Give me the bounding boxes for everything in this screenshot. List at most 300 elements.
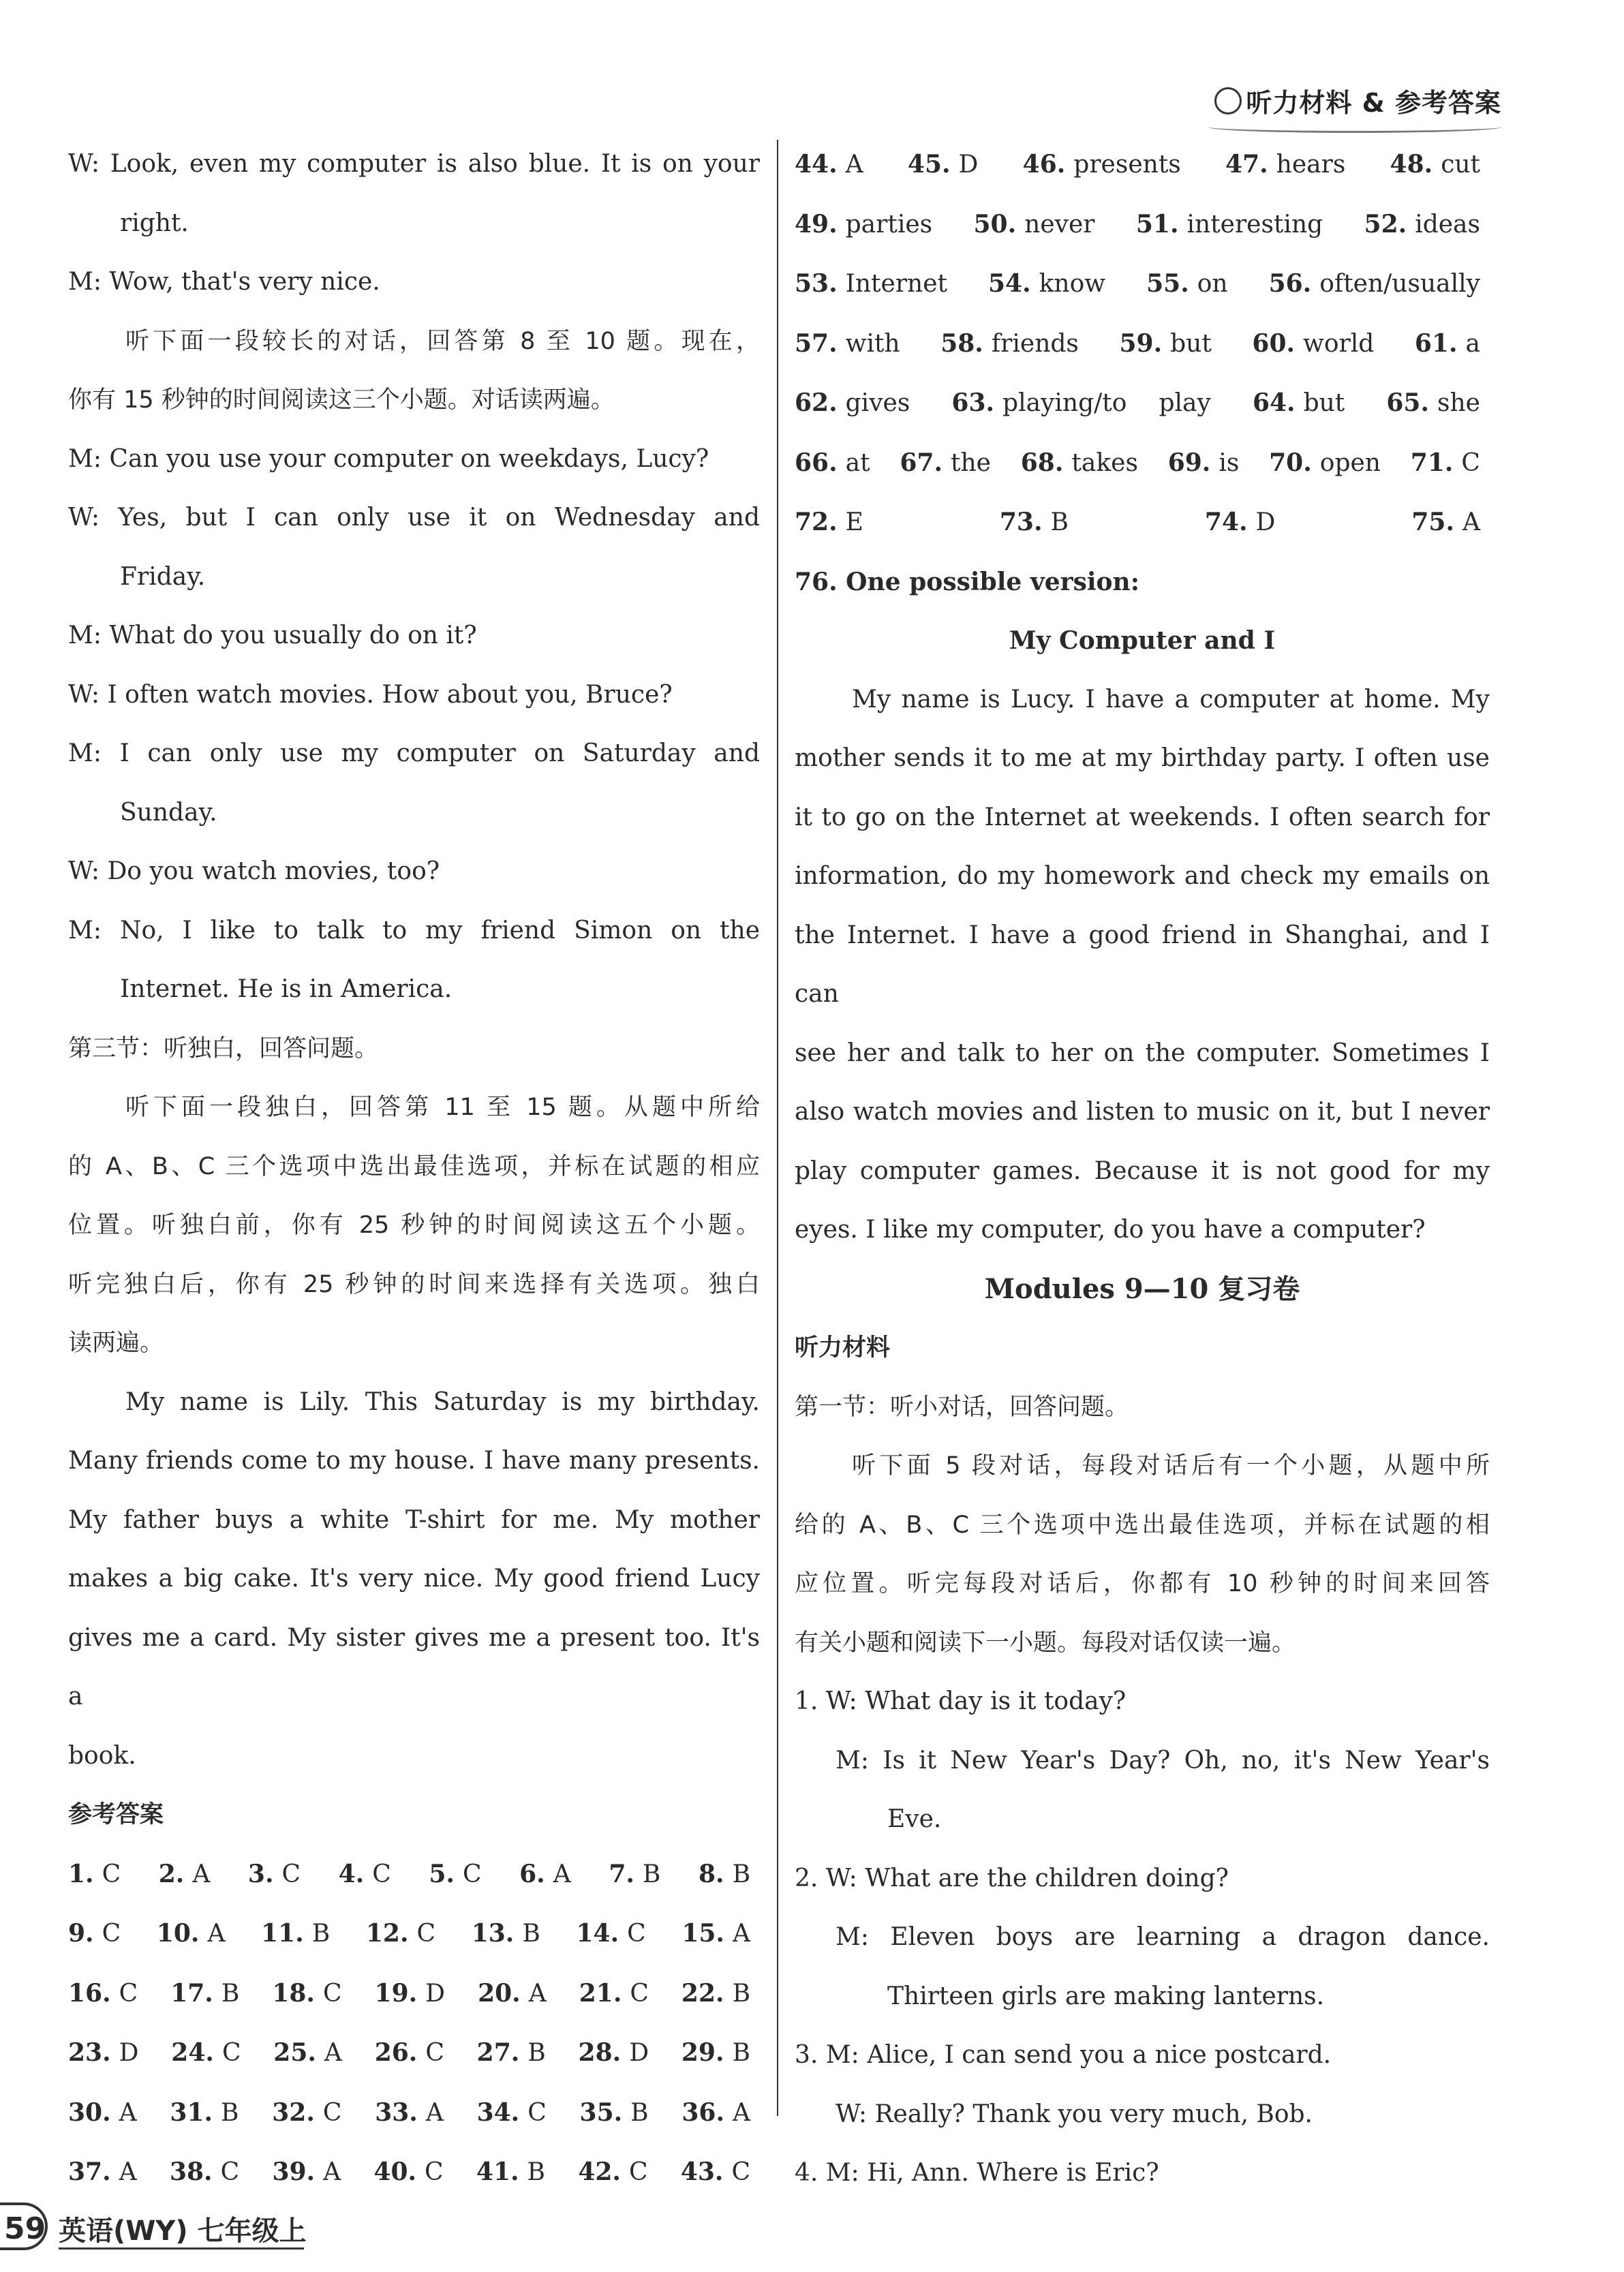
answer-value: C <box>527 2098 547 2127</box>
answer-value: C <box>221 2039 241 2067</box>
answer-value: C <box>1461 448 1480 477</box>
answer-number: 48. <box>1390 150 1433 179</box>
answer-value: open <box>1319 448 1381 477</box>
answer-number: 15. <box>681 1919 724 1948</box>
answer-number: 13. <box>471 1919 515 1948</box>
answer-number: 44. <box>795 150 838 179</box>
answer-item <box>576 1920 645 1948</box>
answer-number: 6. <box>519 1859 545 1888</box>
answer-item <box>1269 270 1480 298</box>
answer-value: on <box>1197 270 1228 298</box>
answer-item <box>478 1980 547 2008</box>
answer-value: A <box>845 151 863 179</box>
essay-title: My Computer and I <box>1009 626 1276 655</box>
answer-number: 63. <box>951 388 995 417</box>
answer-item <box>795 211 932 239</box>
answer-value: A <box>324 2039 342 2067</box>
essay-line: mother sends it to me at my birthday party. I often use <box>795 744 1490 772</box>
answer-value: a <box>1465 329 1480 358</box>
header-title: 听力材料 & 参考答案 <box>1246 88 1501 118</box>
answer-item <box>681 1980 750 2008</box>
answer-value: A <box>323 2158 341 2186</box>
answer-value: A <box>528 1979 547 2008</box>
dialogue-line: M: Is it New Year's Day? Oh, no, it's New Year's <box>836 1746 1490 1775</box>
answer-value: B <box>1050 508 1069 536</box>
dialogue-line: 2. W: What are the children doing? <box>795 1864 1229 1892</box>
answer-number: 73. <box>999 508 1043 536</box>
answer-number: 9. <box>68 1919 94 1948</box>
answer-number: 72. <box>795 508 838 536</box>
answer-number: 22. <box>681 1978 724 2008</box>
answer-number: 56. <box>1268 269 1312 298</box>
answer-item <box>68 1980 138 2008</box>
answer-number: 60. <box>1252 328 1296 358</box>
dialogue-line: W: Yes, but I can only use it on Wednesday and <box>68 504 760 532</box>
answer-number: 7. <box>609 1859 634 1888</box>
answer-value: D <box>958 151 979 179</box>
answer-item <box>261 1920 330 1948</box>
answer-value: E <box>845 508 863 536</box>
answer-item <box>68 2158 137 2186</box>
answer-number: 35. <box>579 2098 623 2127</box>
answer-value: C <box>630 1979 649 2008</box>
answer-number: 23. <box>68 2038 111 2067</box>
answer-item <box>795 389 910 417</box>
instruction-line: 的 A、B、C 三个选项中选出最佳选项，并标在试题的相应 <box>68 1152 760 1180</box>
answer-value: the <box>951 448 991 477</box>
answer-value: Internet <box>845 270 947 298</box>
answer-item <box>273 2039 342 2067</box>
answer-item <box>795 151 863 179</box>
dialogue-line: 4. M: Hi, Ann. Where is Eric? <box>795 2159 1159 2187</box>
answer-item <box>681 1920 750 1948</box>
answer-number: 34. <box>476 2098 520 2127</box>
answer-item <box>366 1920 435 1948</box>
answer-item <box>157 1920 226 1948</box>
answer-number: 21. <box>579 1978 622 2008</box>
answer-number: 3. <box>247 1859 274 1888</box>
dialogue-line: M: Eleven boys are learning a dragon dance. <box>836 1923 1490 1951</box>
answer-item <box>579 1980 649 2008</box>
answer-row <box>795 373 1490 433</box>
answer-item <box>159 1860 211 1888</box>
answer-value: C <box>372 1860 391 1888</box>
answer-row <box>68 1904 760 1964</box>
answer-value: A <box>733 2098 751 2127</box>
answer-item <box>476 2158 545 2186</box>
answer-value: often/usually <box>1319 270 1480 298</box>
answer-number: 36. <box>681 2098 725 2127</box>
answer-number: 68. <box>1020 448 1064 477</box>
instruction-line: 给的 A、B、C 三个选项中选出最佳选项，并标在试题的相 <box>795 1511 1490 1539</box>
answer-value: C <box>462 1860 482 1888</box>
answer-number: 30. <box>68 2098 111 2127</box>
answer-item <box>1136 211 1323 239</box>
answer-value: know <box>1039 270 1106 298</box>
answer-number: 67. <box>900 448 943 477</box>
answer-value: A <box>119 2098 137 2127</box>
answer-item <box>795 508 863 536</box>
answer-item <box>272 2099 341 2127</box>
answer-item <box>1386 389 1480 417</box>
answer-item <box>951 389 1210 417</box>
dialogue-line: W: I often watch movies. How about you, Bruce? <box>68 680 673 709</box>
dialogue-line: Thirteen girls are making lanterns. <box>887 1982 1325 2010</box>
answer-value: C <box>425 2039 444 2067</box>
answer-number: 8. <box>698 1859 724 1888</box>
answer-number: 14. <box>576 1919 619 1948</box>
instruction-line: 应位置。听完每段对话后，你都有 10 秒钟的时间来回答 <box>795 1570 1490 1597</box>
answer-item <box>940 330 1079 358</box>
answer-row <box>795 433 1490 493</box>
answer-item <box>795 330 900 358</box>
answer-number: 29. <box>681 2038 724 2067</box>
answer-number: 66. <box>795 448 838 477</box>
answer-value: ideas <box>1415 210 1480 239</box>
answer-item <box>375 1980 446 2008</box>
answer-value: A <box>1462 508 1480 536</box>
answer-item <box>988 270 1105 298</box>
answer-item <box>272 1980 341 2008</box>
answer-item <box>472 1920 540 1948</box>
monologue-line: My name is Lily. This Saturday is my birthday. <box>125 1387 760 1416</box>
answer-item <box>68 2099 137 2127</box>
answer-number: 37. <box>68 2158 111 2186</box>
answer-item <box>1023 151 1181 179</box>
instruction-line: 你有 15 秒钟的时间阅读这三个小题。对话读两遍。 <box>68 386 615 414</box>
answer-number: 49. <box>795 209 838 239</box>
answer-item <box>908 151 979 179</box>
answer-number: 43. <box>680 2158 724 2186</box>
essay-line: it to go on the Internet at weekends. I often search for <box>795 803 1490 831</box>
answer-value: interesting <box>1186 210 1323 239</box>
answer-value: is <box>1219 448 1240 477</box>
answer-number: 40. <box>373 2158 417 2186</box>
answer-row <box>795 493 1490 553</box>
monologue-line: gives me a card. My sister gives me a present too. It's a <box>68 1623 760 1710</box>
answer-number: 25. <box>273 2038 316 2067</box>
answer-value: D <box>1255 508 1276 536</box>
page-number: 59 <box>0 2202 48 2250</box>
instruction-line: 位置。听独白前，你有 25 秒钟的时间阅读这五个小题。 <box>68 1212 760 1239</box>
answer-item <box>681 2158 750 2186</box>
answer-value: B <box>522 1920 540 1948</box>
answer-number: 69. <box>1167 448 1211 477</box>
answer-value: hears <box>1276 151 1346 179</box>
answer-number: 5. <box>429 1859 455 1888</box>
answer-item <box>375 2099 444 2127</box>
answer-number: 39. <box>272 2158 316 2186</box>
answer-row <box>795 254 1490 314</box>
answer-item <box>579 2039 649 2067</box>
answer-number: 27. <box>476 2038 520 2067</box>
listening-heading: 听力材料 <box>795 1334 891 1362</box>
column-divider <box>777 140 778 2116</box>
answer-value: but <box>1170 329 1212 358</box>
dialogue-line: 3. M: Alice, I can send you a nice postcard. <box>795 2041 1332 2069</box>
essay-line: information, do my homework and check my emails on <box>795 862 1490 890</box>
answer-number: 74. <box>1204 508 1248 536</box>
answer-number: 70. <box>1269 448 1312 477</box>
answer-value: friends <box>991 329 1079 358</box>
answer-item <box>248 1860 301 1888</box>
instruction-line: 听下面 5 段对话，每段对话后有一个小题，从题中所 <box>852 1452 1490 1479</box>
instruction-line: 读两遍。 <box>68 1330 164 1357</box>
answer-row <box>68 2083 760 2143</box>
text-line: right. <box>120 209 189 237</box>
answer-value: gives <box>845 389 910 417</box>
answer-item <box>1390 151 1480 179</box>
answer-item <box>1146 270 1228 298</box>
monologue-line: book. <box>68 1741 136 1770</box>
answer-value: C <box>322 1979 342 2008</box>
section-heading: 第一节：听小对话，回答问题。 <box>795 1393 1129 1421</box>
answer-number: 50. <box>973 209 1017 239</box>
answer-item <box>68 1860 121 1888</box>
answer-value: at <box>845 448 870 477</box>
answer-value: B <box>221 2098 239 2127</box>
answer-number: 1. <box>68 1859 94 1888</box>
answer-number: 71. <box>1410 448 1454 477</box>
answer-value: A <box>425 2098 444 2127</box>
answer-value: A <box>553 1860 571 1888</box>
answer-item <box>578 2158 647 2186</box>
essay-line: the Internet. I have a good friend in Shanghai, and I can <box>795 921 1490 1008</box>
answer-item <box>477 2039 546 2067</box>
answer-number: 54. <box>987 269 1031 298</box>
modules-title: Modules 9—10 复习卷 <box>984 1272 1300 1305</box>
right-column <box>795 135 1490 2203</box>
running-header <box>1214 82 1501 119</box>
answer-item <box>170 2158 239 2186</box>
answer-number: 62. <box>795 388 838 417</box>
answer-item <box>900 449 991 477</box>
answer-item <box>272 2158 341 2186</box>
answer-item <box>170 1980 239 2008</box>
dialogue-line: W: Do you watch movies, too? <box>68 857 440 885</box>
answer-item <box>519 1860 571 1888</box>
answer-value: C <box>628 2158 648 2186</box>
answer-number: 33. <box>375 2098 418 2127</box>
answer-number: 26. <box>374 2038 418 2067</box>
answer-number: 20. <box>478 1978 521 2008</box>
answer-number: 41. <box>476 2158 519 2186</box>
answer-item <box>1411 508 1480 536</box>
essay-line: also watch movies and listen to music on it, but I never <box>795 1098 1490 1126</box>
monologue-line: My father buys a white T-shirt for me. My mother <box>68 1505 760 1534</box>
answer-item <box>1119 330 1211 358</box>
text-line: M: Wow, that's very nice. <box>68 268 380 296</box>
answer-item <box>1269 449 1381 477</box>
answer-number: 61. <box>1414 328 1458 358</box>
answer-item <box>68 1920 121 1948</box>
dialogue-line: M: What do you usually do on it? <box>68 621 477 649</box>
answer-item <box>171 2039 241 2067</box>
book-title: 英语(WY) 七年级上 <box>59 2215 307 2247</box>
answer-item <box>429 1860 481 1888</box>
answer-value: A <box>119 2158 137 2186</box>
answer-value: A <box>207 1920 226 1948</box>
answer-number: 65. <box>1386 388 1429 417</box>
answer-number: 2. <box>158 1859 185 1888</box>
dialogue-line: Internet. He is in America. <box>120 975 453 1003</box>
answer-value: D <box>425 1979 446 2008</box>
answer-number: 64. <box>1252 388 1296 417</box>
essay-line: see her and talk to her on the computer. Sometimes I <box>795 1039 1490 1067</box>
answer-number: 52. <box>1364 209 1407 239</box>
answer-number: 32. <box>272 2098 315 2127</box>
answers-heading: 参考答案 <box>68 1801 164 1828</box>
answer-value: but <box>1303 389 1345 417</box>
answer-number: 53. <box>795 269 838 298</box>
answer-item <box>1168 449 1240 477</box>
answer-key-right <box>795 135 1490 553</box>
answer-item <box>795 449 870 477</box>
answer-number: 51. <box>1135 209 1179 239</box>
answer-value: C <box>119 1979 138 2008</box>
answer-value: B <box>311 1920 331 1948</box>
answer-value: B <box>221 1979 240 2008</box>
answer-number: 46. <box>1022 150 1066 179</box>
left-column <box>68 135 760 2202</box>
answer-value: B <box>527 2039 546 2067</box>
instruction-line: 有关小题和阅读下一小题。每段对话仅读一遍。 <box>795 1629 1296 1657</box>
text-line: W: Look, even my computer is also blue. It is on your <box>68 150 760 178</box>
answer-value: world <box>1303 329 1375 358</box>
answer-value: B <box>732 1860 751 1888</box>
answer-value: C <box>627 1920 646 1948</box>
answer-value: never <box>1024 210 1095 239</box>
instruction-line: 听下面一段独白，回答第 11 至 15 题。从题中所给 <box>125 1094 760 1121</box>
answer-row <box>68 1964 760 2024</box>
answer-number: 24. <box>171 2038 214 2067</box>
answer-value: C <box>281 1860 301 1888</box>
essay-line: play computer games. Because it is not good for my <box>795 1156 1490 1185</box>
dialogue-line: Friday. <box>120 562 206 591</box>
answer-item <box>339 1860 391 1888</box>
answer-row <box>68 1845 760 1905</box>
answer-number: 31. <box>170 2098 213 2127</box>
answer-item <box>1000 508 1069 536</box>
answer-value: C <box>425 2158 444 2186</box>
answer-row <box>68 2023 760 2083</box>
answer-number: 16. <box>68 1978 111 2008</box>
dialogue-line: 1. W: What day is it today? <box>795 1687 1127 1715</box>
answer-number: 45. <box>907 150 951 179</box>
answer-item <box>1252 330 1374 358</box>
answer-row <box>795 135 1490 195</box>
answer-value: A <box>192 1860 211 1888</box>
footer-rule <box>59 2247 304 2250</box>
dialogue-line: M: I can only use my computer on Saturday and <box>68 739 760 767</box>
answer-value: C <box>220 2158 240 2186</box>
answer-number: 55. <box>1146 269 1189 298</box>
dialogue-line: M: No, I like to talk to my friend Simon on the <box>68 916 760 945</box>
answer-number: 4. <box>338 1859 365 1888</box>
answer-item <box>1364 211 1480 239</box>
instruction-line: 听完独白后，你有 25 秒钟的时间来选择有关选项。独白 <box>68 1270 760 1298</box>
answer-item <box>681 2099 750 2127</box>
answer-value: B <box>732 1979 751 2008</box>
answer-value: parties <box>845 210 933 239</box>
essay-line: eyes. I like my computer, do you have a computer? <box>795 1216 1426 1244</box>
answer-item <box>170 2099 239 2127</box>
answer-value: C <box>416 1920 436 1948</box>
answer-item <box>580 2099 649 2127</box>
answer-number: 19. <box>374 1978 418 2008</box>
answer-item <box>1205 508 1276 536</box>
answer-value: playing/to play <box>1002 389 1211 417</box>
answer-value: cut <box>1441 151 1481 179</box>
answer-item <box>375 2039 444 2067</box>
answer-number: 58. <box>940 328 983 358</box>
circle-ornament-icon <box>1214 87 1242 114</box>
answer-number: 75. <box>1411 508 1454 536</box>
dialogue-line: W: Really? Thank you very much, Bob. <box>836 2100 1313 2128</box>
answer-number: 10. <box>156 1919 200 1948</box>
answer-item <box>373 2158 443 2186</box>
answer-item <box>1415 330 1480 358</box>
answer-item <box>795 270 947 298</box>
answer-number: 47. <box>1225 150 1268 179</box>
answer-number: 42. <box>578 2158 621 2186</box>
answer-value: C <box>322 2098 342 2127</box>
answer-number: 18. <box>272 1978 315 2008</box>
answer-number: 11. <box>261 1919 304 1948</box>
answer-item <box>1411 449 1480 477</box>
answer-value: C <box>102 1920 121 1948</box>
monologue-line: makes a big cake. It's very nice. My good friend Lucy <box>68 1565 760 1593</box>
answer-number: 38. <box>169 2158 213 2186</box>
answer-item <box>1021 449 1138 477</box>
section-heading: 第三节：听独白，回答问题。 <box>68 1034 379 1062</box>
answer-number: 17. <box>170 1978 213 2008</box>
answer-item <box>477 2099 547 2127</box>
answer-value: with <box>845 329 900 358</box>
answer-value: D <box>629 2039 649 2067</box>
answer-value: B <box>527 2158 546 2186</box>
monologue-line: Many friends come to my house. I have many presents. <box>68 1447 760 1475</box>
answer-item <box>1253 389 1345 417</box>
answer-item <box>1225 151 1345 179</box>
header-underline <box>1208 121 1501 133</box>
answer-item <box>681 2039 750 2067</box>
answer-row <box>68 2143 760 2202</box>
essay-line: My name is Lucy. I have a computer at home. My <box>852 685 1490 713</box>
answer-value: D <box>119 2039 139 2067</box>
answer-value: she <box>1437 389 1480 417</box>
answer-number: 59. <box>1119 328 1163 358</box>
answer-number: 57. <box>795 328 838 358</box>
answer-value: takes <box>1071 448 1138 477</box>
answer-key-left <box>68 1845 760 2202</box>
dialogue-line: Sunday. <box>120 798 217 827</box>
answer-value: B <box>630 2098 649 2127</box>
answer-item <box>609 1860 660 1888</box>
question-76-label: 76. One possible version: <box>795 567 1140 596</box>
answer-item <box>974 211 1095 239</box>
answer-item <box>68 2039 139 2067</box>
answer-number: 28. <box>578 2038 622 2067</box>
answer-value: presents <box>1073 151 1181 179</box>
answer-value: C <box>102 1860 121 1888</box>
instruction-line: 听下面一段较长的对话，回答第 8 至 10 题。现在， <box>125 327 760 355</box>
dialogue-line: M: Can you use your computer on weekdays, Lucy? <box>68 444 709 473</box>
answer-value: B <box>732 2039 750 2067</box>
answer-row <box>795 314 1490 374</box>
answer-number: 12. <box>365 1919 409 1948</box>
dialogue-line: Eve. <box>887 1805 942 1833</box>
